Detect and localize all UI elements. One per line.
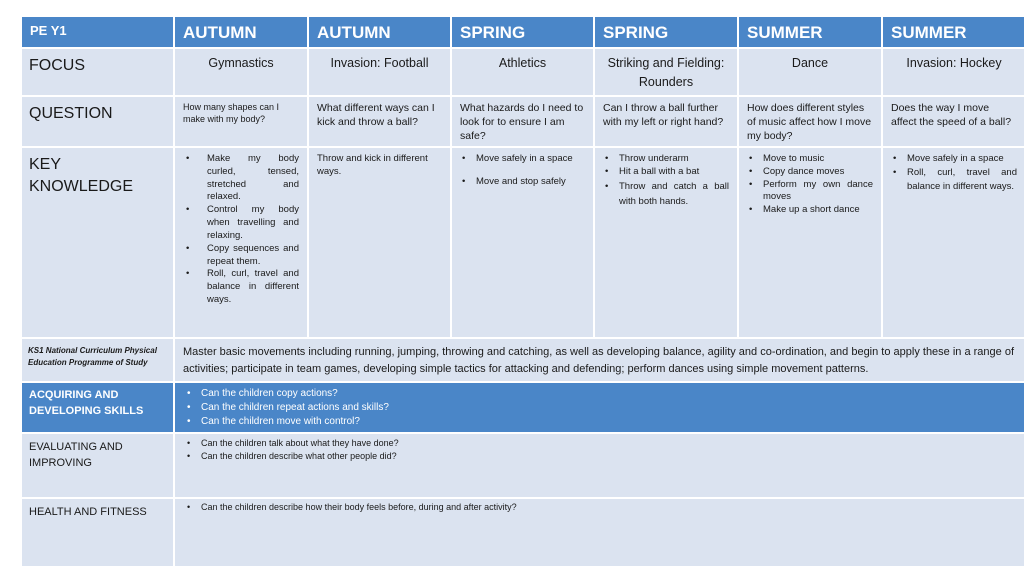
question-cell: What hazards do I need to look for to ensure I am safe? xyxy=(452,97,593,146)
header-term-5: SUMMER xyxy=(739,17,881,47)
list-item: • Make my body curled, tensed, stretched and relaxed. xyxy=(183,153,299,204)
list-item: • Throw underarm xyxy=(603,153,729,166)
list-item: • Copy dance moves xyxy=(747,166,873,179)
list-item: • Make up a short dance xyxy=(747,204,873,217)
list-item: • Can the children describe how their body feels before, during and after activity? xyxy=(185,502,1015,514)
list-item: • Perform my own dance moves xyxy=(747,179,873,205)
list-item: • Move and stop safely xyxy=(460,176,585,189)
question-cell: Does the way I move affect the speed of a ball? xyxy=(883,97,1024,146)
header-term-6: SUMMER xyxy=(883,17,1024,47)
focus-cell: Dance xyxy=(739,49,881,95)
knowledge-football xyxy=(309,148,450,337)
header-term-4: SPRING xyxy=(595,17,737,47)
question-label: QUESTION xyxy=(22,97,173,146)
list-item: • Move safely in a space xyxy=(460,153,585,166)
list-item: • Can the children repeat actions and skills? xyxy=(185,401,1015,415)
list-item: • Roll, curl, travel and balance in different ways. xyxy=(183,268,299,306)
list-item: • Can the children talk about what they have done? xyxy=(185,437,1015,450)
focus-cell: Athletics xyxy=(452,49,593,95)
key-knowledge-label: KEY KNOWLEDGE xyxy=(22,148,173,337)
focus-cell: Gymnastics xyxy=(175,49,307,95)
focus-cell: Invasion: Football xyxy=(309,49,450,95)
knowledge-text: Throw and kick in different ways. xyxy=(317,153,428,177)
knowledge-hockey xyxy=(883,148,1024,337)
health-fitness-label: HEALTH AND FITNESS xyxy=(22,499,173,566)
knowledge-gymnastics xyxy=(175,148,307,337)
focus-cell: Invasion: Hockey xyxy=(883,49,1024,95)
focus-cell: Striking and Fielding: Rounders xyxy=(595,49,737,95)
focus-label: FOCUS xyxy=(22,49,173,95)
header-term-1: AUTUMN xyxy=(175,17,307,47)
question-cell: How does different styles of music affect how I move my body? xyxy=(739,97,881,146)
acquiring-skills-label: ACQUIRING AND DEVELOPING SKILLS xyxy=(22,383,173,432)
list-item: • Can the children move with control? xyxy=(185,415,1015,429)
header-term-2: AUTUMN xyxy=(309,17,450,47)
evaluating-label: EVALUATING AND IMPROVING xyxy=(22,434,173,497)
health-fitness-list xyxy=(175,499,1024,566)
knowledge-rounders xyxy=(595,148,737,337)
question-cell: Can I throw a ball further with my left or right hand? xyxy=(595,97,737,146)
list-item: • Can the children describe what other people did? xyxy=(185,450,1015,463)
knowledge-athletics xyxy=(452,148,593,337)
list-item: • Throw and catch a ball with both hands. xyxy=(603,179,729,209)
knowledge-dance xyxy=(739,148,881,337)
list-item: • Hit a ball with a bat xyxy=(603,166,729,179)
list-item: • Roll, curl, travel and balance in different ways. xyxy=(891,166,1017,195)
list-item: • Move safely in a space xyxy=(891,153,1017,166)
list-item: • Control my body when travelling and relaxing. xyxy=(183,204,299,242)
question-cell: What different ways can I kick and throw a ball? xyxy=(309,97,450,146)
list-item: • Can the children copy actions? xyxy=(185,387,1015,401)
pe-y1-curriculum-table xyxy=(22,17,1017,552)
question-cell: How many shapes can I make with my body? xyxy=(175,97,307,146)
list-item: • Move to music xyxy=(747,153,873,166)
header-pe-y1: PE Y1 xyxy=(22,17,173,47)
evaluating-list xyxy=(175,434,1024,497)
list-item: • Copy sequences and repeat them. xyxy=(183,243,299,269)
header-term-3: SPRING xyxy=(452,17,593,47)
national-curriculum-label: KS1 National Curriculum Physical Education Programme of Study xyxy=(22,339,173,381)
national-curriculum-text: Master basic movements including running, jumping, throwing and catching, as well as developing balance, agility and co-ordination, and begin to apply these in a range of activities; participate in team games, developing simple tactics for attacking and defending; perform dances using simple movement patterns. xyxy=(175,339,1024,381)
acquiring-skills-list xyxy=(175,383,1024,432)
